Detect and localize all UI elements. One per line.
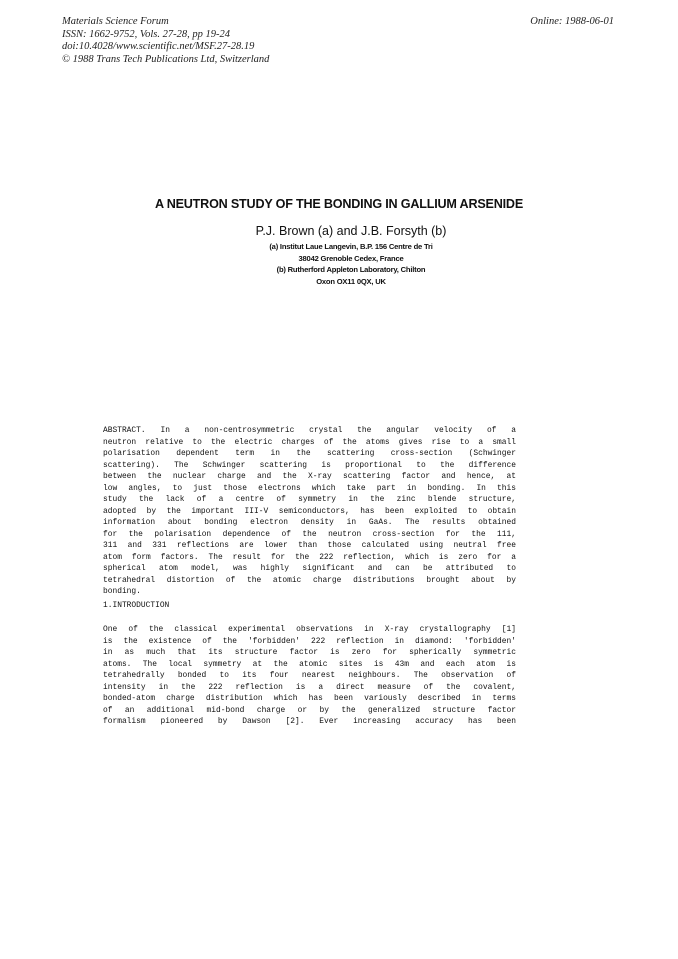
online-date-text: Online: 1988-06-01 bbox=[530, 16, 614, 27]
intro-line: formalism pioneered by Dawson [2]. Ever increasing accuracy has been bbox=[103, 717, 516, 726]
abstract-line: adopted by the important III-V semiconductors, has been exploited to obtain bbox=[103, 506, 516, 516]
affiliation-line: 38042 Grenoble Cedex, France bbox=[298, 253, 404, 263]
intro-line: of an additional mid-bond charge or by the generalized structure factor bbox=[103, 705, 516, 715]
intro-line: is the existence of the 'forbidden' 222 reflection in diamond: 'forbidden' bbox=[103, 636, 516, 646]
intro-line: tetrahedrally bonded to its four nearest neighbours. The observation of bbox=[103, 671, 516, 680]
paper-authors: P.J. Brown (a) and J.B. Forsyth (b) bbox=[255, 224, 447, 238]
affiliation-line: Oxon OX11 0QX, UK bbox=[316, 276, 386, 286]
doi-link[interactable]: doi:10.4028/www.scientific.net/MSF.27-28.19 bbox=[62, 41, 255, 52]
intro-line: in as much that its structure factor is zero for spherically symmetric bbox=[103, 648, 516, 657]
copyright-line: © 1988 Trans Tech Publications Ltd, Switzerland bbox=[62, 53, 270, 65]
affiliation-line: (a) Institut Laue Langevin, B.P. 156 Centre de Tri bbox=[269, 242, 433, 251]
section-heading: 1.INTRODUCTION bbox=[103, 601, 170, 610]
intro-line: bonded-atom charge distribution which has been variously described in terms bbox=[103, 694, 516, 703]
online-date bbox=[530, 16, 614, 29]
abstract-line: information about bonding electron density in GaAs. The results obtained bbox=[103, 518, 516, 527]
abstract-line: 311 and 331 reflections are lower than those calculated using neutral free bbox=[103, 541, 516, 550]
abstract-line: neutron relative to the electric charges of the atoms gives rise to a small bbox=[103, 437, 516, 447]
affiliation-line: (b) Rutherford Appleton Laboratory, Chilton bbox=[276, 265, 426, 274]
abstract-line: polarisation dependent term in the scattering cross-section (Schwinger bbox=[103, 449, 516, 458]
issn-line: ISSN: 1662-9752, Vols. 27-28, pp 19-24 bbox=[62, 28, 230, 40]
journal-header bbox=[62, 16, 269, 66]
introduction-text bbox=[103, 624, 516, 728]
abstract-line: tetrahedral distortion of the atomic charge distributions brought about by bbox=[103, 575, 516, 585]
affiliations bbox=[0, 241, 678, 287]
intro-line: One of the classical experimental observations in X-ray crystallography [1] bbox=[103, 625, 516, 634]
abstract-line: bonding. bbox=[103, 587, 141, 596]
journal-name: Materials Science Forum bbox=[62, 16, 169, 27]
abstract-line: scattering). The Schwinger scattering is proportional to the difference bbox=[103, 460, 516, 470]
abstract-line: ABSTRACT. In a non-centrosymmetric crystal the angular velocity of a bbox=[103, 426, 516, 435]
abstract bbox=[103, 425, 516, 598]
intro-line: intensity in the 222 reflection is a direct measure of the covalent, bbox=[103, 682, 516, 692]
paper-title: A NEUTRON STUDY OF THE BONDING IN GALLIUM ARSENIDE bbox=[154, 197, 524, 211]
abstract-line: study the lack of a centre of symmetry in the zinc blende structure, bbox=[103, 495, 516, 504]
abstract-line: between the nuclear charge and the X-ray scattering factor and hence, at bbox=[103, 472, 516, 481]
abstract-line: atom form factors. The result for the 222 reflection, which is zero for a bbox=[103, 552, 516, 562]
abstract-line: spherical atom model, was highly significant and can be attributed to bbox=[103, 564, 516, 573]
abstract-line: for the polarisation dependence of the neutron cross-section for the 111, bbox=[103, 529, 516, 539]
abstract-line: low angles, to just those electrons which take part in bonding. In this bbox=[103, 483, 516, 493]
intro-line: atoms. The local symmetry at the atomic sites is 43m and each atom is bbox=[103, 659, 516, 669]
